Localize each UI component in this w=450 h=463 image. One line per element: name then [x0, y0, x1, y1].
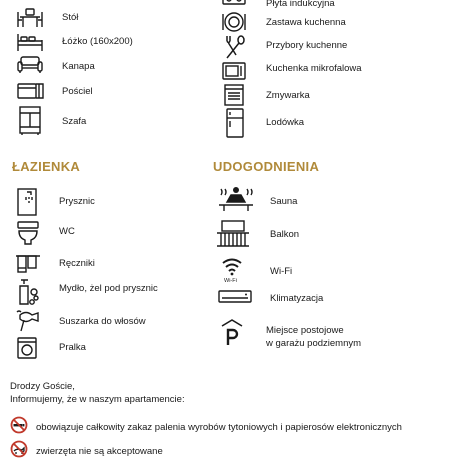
- sofa-icon: [17, 56, 43, 74]
- bedding-icon: [17, 80, 45, 100]
- living-item-label: Łóżko (160x200): [62, 36, 133, 47]
- bathroom-heading: ŁAZIENKA: [12, 159, 81, 174]
- amenities-heading: UDOGODNIENIA: [213, 159, 320, 174]
- kitchen-item-label: Przybory kuchenne: [266, 40, 348, 51]
- dishwasher-icon: [224, 84, 244, 106]
- bathroom-item-label: Prysznic: [59, 196, 95, 207]
- utensils-icon: [224, 35, 246, 59]
- no-pets-icon: [10, 440, 28, 463]
- microwave-icon: [222, 62, 246, 80]
- rule-text: zwierzęta nie są akceptowane: [36, 446, 163, 457]
- bathroom-item-label: WC: [59, 226, 75, 237]
- rule-text: obowiązuje całkowity zakaz palenia wyrobów tytoniowych i papierosów elektronicznych: [36, 422, 402, 433]
- table-chairs-icon: [17, 8, 43, 28]
- kitchen-item-label: Lodówka: [266, 117, 305, 128]
- no-smoking-icon: [10, 416, 28, 439]
- amenities-item-label: Miejsce postojowe: [266, 325, 344, 336]
- kitchen-item-label: Kuchenka mikrofalowa: [266, 63, 362, 74]
- amenities-item-label: Balkon: [270, 229, 300, 240]
- amenities-item-label: Wi-Fi: [270, 266, 293, 277]
- towels-icon: [15, 254, 41, 274]
- air-conditioner-icon: [218, 290, 252, 304]
- notice-intro: Informujemy, że w naszym apartamencie:: [10, 394, 185, 405]
- living-item-label: Kanapa: [62, 61, 95, 72]
- amenities-item-label: Klimatyzacja: [270, 293, 324, 304]
- living-item-label: Szafa: [62, 116, 87, 127]
- bathroom-item-label: Mydło, żel pod prysznic: [59, 283, 158, 294]
- kitchen-item-label: Płyta indukcyjna: [266, 0, 335, 9]
- washing-machine-icon: [17, 337, 37, 359]
- parking-icon: [220, 318, 244, 348]
- notice-greeting: Drodzy Goście,: [10, 381, 75, 392]
- dishes-icon: [222, 11, 246, 33]
- rule-row: [10, 416, 402, 439]
- amenities-item-label: w garażu podziemnym: [266, 338, 362, 349]
- soap-icon: [16, 278, 40, 306]
- kitchen-item-label: Zmywarka: [266, 90, 310, 101]
- toilet-icon: [17, 221, 39, 245]
- balcony-icon: [216, 220, 250, 248]
- living-item-label: Pościel: [62, 86, 93, 97]
- shower-icon: [17, 188, 37, 216]
- wifi-icon-caption: Wi-Fi: [224, 278, 237, 284]
- wardrobe-icon: [19, 106, 41, 136]
- rule-row: [10, 440, 163, 463]
- hairdryer-icon: [16, 309, 40, 333]
- kitchen-item-label: Zastawa kuchenna: [266, 17, 346, 28]
- fridge-icon: [226, 108, 244, 138]
- bathroom-item-label: Ręczniki: [59, 258, 95, 269]
- induction-hob-icon: [222, 0, 246, 6]
- bathroom-item-label: Suszarka do włosów: [59, 316, 146, 327]
- living-item-label: Stół: [62, 12, 79, 23]
- bathroom-item-label: Pralka: [59, 342, 86, 353]
- sauna-icon: [218, 186, 254, 212]
- bed-icon: [17, 32, 43, 52]
- amenities-item-label: Sauna: [270, 196, 298, 207]
